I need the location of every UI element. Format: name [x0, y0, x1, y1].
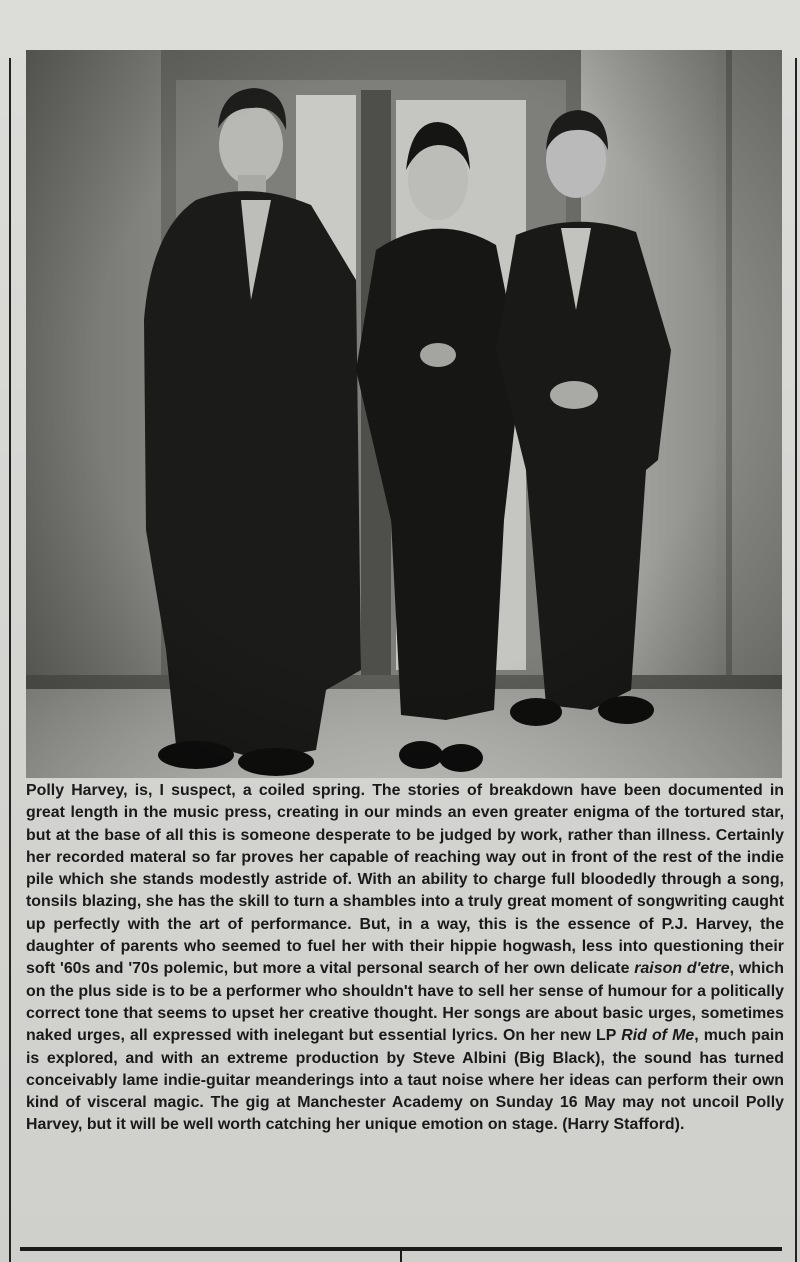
band-photo — [26, 50, 782, 778]
article-italic-album-title: Rid of Me — [621, 1027, 695, 1045]
article-paragraph — [26, 780, 784, 1137]
article-text-part-1: Polly Harvey, is, I suspect, a coiled spring. The stories of breakdown have been documented in great length in the music press, creating in our minds an even greater enigma of the tortured star, but at the base of all this is someone desperate to be judged by work, rather than illness. Certainly her recorded materal so far proves her capable of reaching way out in front of the rest of the indie pile which she stands modestly astride of. With an ability to charge full bloodedly through a song, tonsils blazing, she has the skill to turn a shambles into a truly great moment of songwriting caught up perfectly with the art of performance. But, in a way, this is the essence of P.J. Harvey, the daughter of parents who seemed to fuel her with their hippie hogwash, less into questioning their soft '60s and '70s polemic, but more a vital personal search of her own delicate — [26, 782, 784, 978]
article-text-part-3: , much pain is explored, and with an extreme production by Steve Albini (Big Black), the sound has turned conceivably lame indie-guitar meanderings into a taut noise where her ideas can perform their own kind of visceral magic. The gig at Manchester Academy on Sunday 16 May may not uncoil Polly Harvey, but it will be well worth catching her unique emotion on stage. (Harry Stafford). — [26, 1027, 784, 1134]
right-column-rule — [795, 58, 797, 1262]
article-body — [26, 780, 784, 1240]
left-column-rule — [9, 58, 11, 1262]
column-divider-tick — [400, 1251, 402, 1262]
article-text-part-2: , which on the plus side is to be a performer who shouldn't have to sell her sense of humour for a politically correct tone that seems to upset her creative thought. Her songs are about basic urges, sometimes naked urges, all expressed with inelegant but essential lyrics. On her new LP — [26, 960, 784, 1045]
article-italic-raison: raison d'etre — [634, 960, 730, 978]
